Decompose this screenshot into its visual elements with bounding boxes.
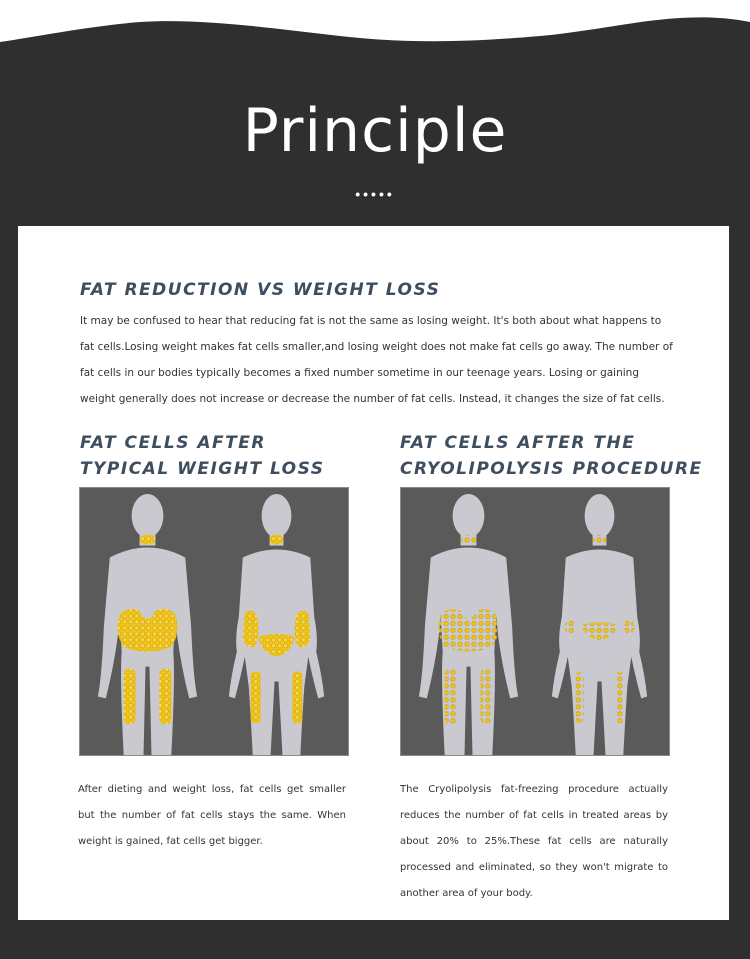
top-wave-decoration [0, 0, 750, 60]
right-heading-line2: CRYOLIPOLYSIS PROCEDURE [400, 459, 703, 479]
left-heading-line2: TYPICAL WEIGHT LOSS [80, 459, 325, 479]
cryolipolysis-illustration [400, 487, 670, 756]
right-heading [400, 430, 703, 482]
back-body-figure [229, 494, 324, 755]
weight-loss-illustration [79, 487, 349, 756]
weight-loss-body-figures [80, 488, 348, 755]
right-caption: The Cryolipolysis fat-freezing procedure actually reduces the number of fat cells in treated areas by about 20% to 25%.These fat cells are naturally processed and eliminated, so they won't migrate to another area of your body. [400, 784, 668, 899]
left-heading [80, 430, 325, 482]
cryolipolysis-body-figures [401, 488, 669, 755]
intro-paragraph: It may be confused to hear that reducing fat is not the same as losing weight. It's both about what happens to fat cells.Losing weight makes fat cells smaller,and losing weight does not make fat cells go away. The number of fat cells in our bodies typically becomes a fixed number sometime in our teenage years. Losing or gaining weight generally does not increase or decrease the number of fat cells. Instead, it changes the size of fat cells. [80, 315, 673, 405]
title-dots-divider: ••••• [355, 186, 395, 202]
main-heading: FAT REDUCTION VS WEIGHT LOSS [80, 280, 441, 300]
left-heading-line1: FAT CELLS AFTER [80, 433, 266, 453]
left-caption: After dieting and weight loss, fat cells get smaller but the number of fat cells stays the same. When weight is gained, fat cells get bigger. [78, 784, 346, 847]
content-card [18, 226, 729, 920]
right-heading-line1: FAT CELLS AFTER THE [400, 433, 636, 453]
page-title: Principle [242, 96, 508, 166]
